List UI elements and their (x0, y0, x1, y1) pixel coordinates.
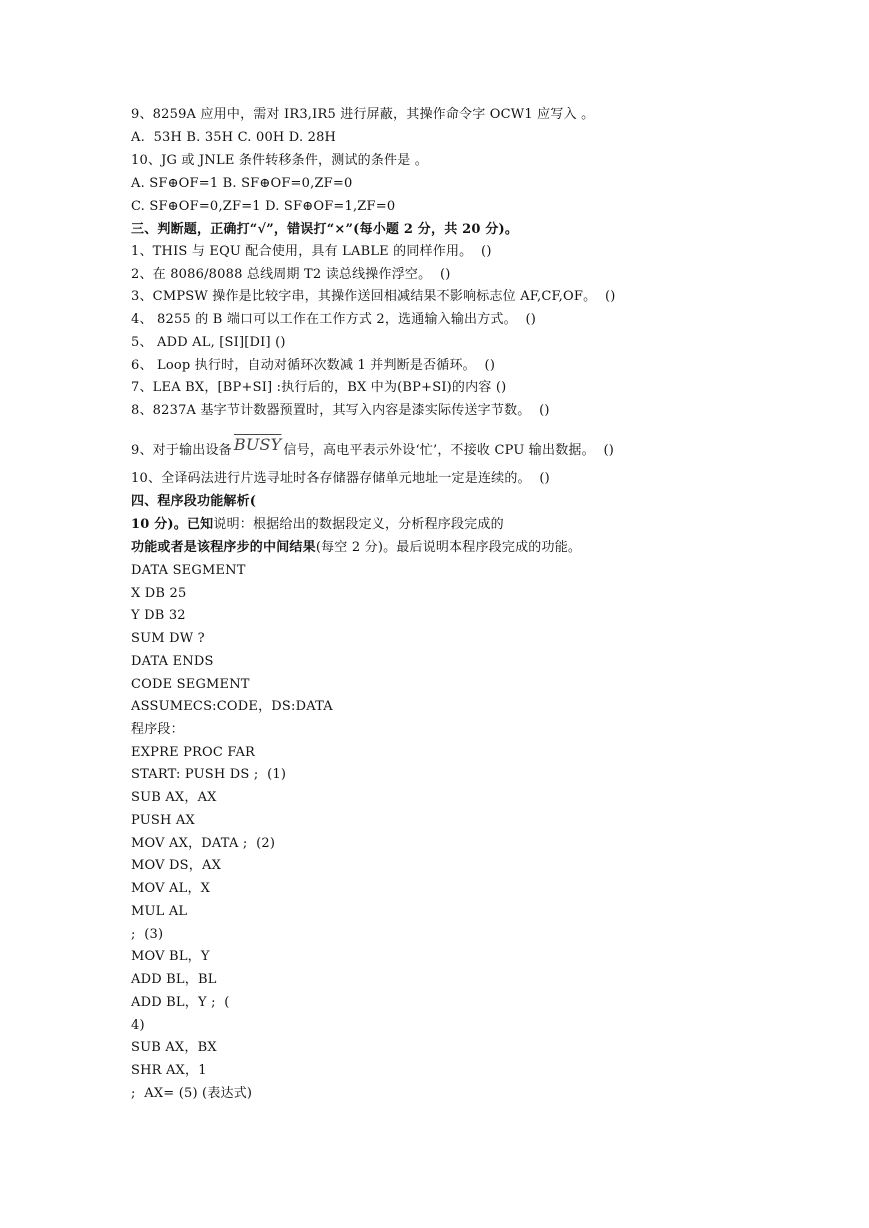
code-line: ASSUMECS:CODE，DS:DATA (131, 699, 333, 714)
code-line: START: PUSH DS ; (1) (131, 767, 287, 782)
code-line: 4) (131, 1018, 145, 1033)
mc-question-9: 9、8259A 应用中，需对 IR3,IR5 进行屏蔽，其操作命令字 OCW1 应写入 。 (131, 107, 595, 122)
section-4-line-3 (131, 539, 581, 557)
code-line: ADD BL，Y ; ( (131, 995, 230, 1010)
tf-item-8: 8、8237A 基字节计数器预置时，其写入内容是漆实际传送字节数。 () (131, 403, 550, 418)
busy-signal-image: BUSY (233, 435, 282, 454)
code-line: DATA SEGMENT (131, 563, 246, 578)
code-line: EXPRE PROC FAR (131, 745, 256, 760)
tf-item-2: 2、在 8086/8088 总线周期 T2 读总线操作浮空。 () (131, 267, 451, 282)
code-line: 程序段： (131, 722, 184, 737)
code-line: PUSH AX (131, 813, 195, 828)
section-4-heading: 四、程序段功能解析( (131, 494, 257, 509)
code-line: MOV AX，DATA ; (2) (131, 836, 276, 851)
mc-question-9-options: A. 53H B. 35H C. 00H D. 28H (131, 130, 337, 145)
code-line: ; AX= (5) (表达式) (131, 1086, 253, 1101)
code-line: DATA ENDS (131, 654, 214, 669)
mc-question-10: 10、JG 或 JNLE 条件转移条件，测试的条件是 。 (131, 153, 428, 168)
tf-item-1: 1、THIS 与 EQU 配合使用，具有 LABLE 的同样作用。 () (131, 244, 492, 259)
tf-item-9-start: 9、对于输出设备 (131, 443, 232, 458)
code-line: SUB AX，AX (131, 790, 217, 805)
tf-item-10: 10、全译码法进行片选寻址时各存储器存储单元地址一定是连续的。 () (131, 471, 550, 486)
true-false-heading: 三、判断题，正确打“√”，错误打“×”(每小题 2 分，共 20 分)。 (131, 222, 519, 237)
code-line: MOV AL，X (131, 881, 211, 896)
code-line: CODE SEGMENT (131, 677, 250, 692)
code-line: SUM DW ? (131, 631, 205, 646)
tf-item-9-end: 信号，高电平表示外设‘忙’，不接收 CPU 输出数据。 () (283, 443, 615, 458)
code-line: Y DB 32 (131, 608, 186, 623)
code-line: SHR AX，1 (131, 1063, 207, 1078)
code-line: X DB 25 (131, 586, 187, 601)
tf-item-5: 5、 ADD AL, [SI][DI] () (131, 335, 286, 350)
code-line: SUB AX，BX (131, 1040, 217, 1055)
section-4-scoring: (每空 2 分)。最后说明本程序段完成的功能。 (315, 540, 582, 555)
tf-item-4: 4、 8255 的 B 端口可以工作在工作方式 2，选通输入输出方式。 () (131, 312, 537, 327)
code-line: MOV DS，AX (131, 858, 222, 873)
code-line: ADD BL，BL (131, 972, 217, 987)
code-line: MUL AL (131, 904, 188, 919)
code-line: ; (3) (131, 927, 164, 942)
section-4-instructions: 说明：根据给出的数据段定义，分析程序段完成的 (213, 517, 504, 532)
mc-question-10-options-2: C. SF⊕OF=0,ZF=1 D. SF⊕OF=1,ZF=0 (131, 199, 396, 214)
section-4-score: 10 分)。已知 (131, 517, 214, 532)
section-4-line-2 (131, 516, 504, 534)
code-line: MOV BL，Y (131, 949, 210, 964)
mc-question-10-options-1: A. SF⊕OF=1 B. SF⊕OF=0,ZF=0 (131, 176, 353, 191)
tf-item-9 (131, 435, 615, 460)
section-4-task: 功能或者是该程序步的中间结果 (131, 540, 316, 555)
tf-item-7: 7、LEA BX，[BP+SI] :执行后的，BX 中为(BP+SI)的内容 () (131, 380, 507, 395)
tf-item-3: 3、CMPSW 操作是比较字串，其操作送回相减结果不影响标志位 AF,CF,OF。 () (131, 289, 616, 304)
tf-item-6: 6、 Loop 执行时，自动对循环次数减 1 并判断是否循环。 () (131, 358, 496, 373)
